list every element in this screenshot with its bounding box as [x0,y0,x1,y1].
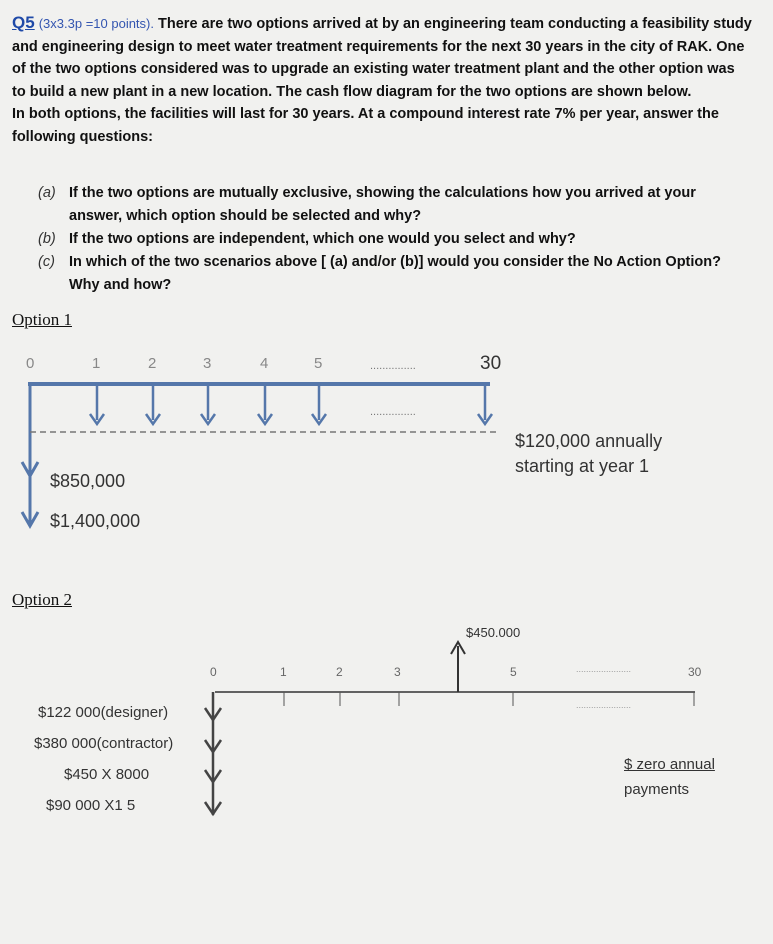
subquestion-text: If the two options are mutually exclusive, showing the calculations how you arrived at your answer, which option should be selected and why? [69,185,696,224]
subquestion-text: In which of the two scenarios above [ (a) and/or (b)] would you consider the No Action Option? Why and how? [69,254,721,293]
option1-year-0: 0 [26,355,35,372]
option2-ticks [284,692,694,706]
option1-annual-line2: starting at year 1 [515,456,650,476]
option2-cost-arrows [205,692,221,815]
subquestion-label: (c) [38,254,55,270]
option1-cost-850k: $850,000 [50,471,126,491]
option2-year-5: 5 [510,665,517,679]
question-points: (3x3.3p =10 points). [38,16,154,31]
option2-year-2: 2 [336,665,343,679]
subquestion-label: (b) [38,231,56,247]
option2-cost-land: $450 X 8000 [64,766,150,783]
option1-year-5: 5 [314,355,323,372]
option2-year-3: 3 [394,665,401,679]
option2-income: $450.000 [466,625,521,640]
option1-title: Option 1 [12,310,72,329]
option1-year-2: 2 [148,355,157,372]
option2-zero-line2: payments [624,781,690,798]
option2-dots: ...................... [576,664,632,674]
question-text-2: In both options, the facilities will last for 30 years. At a compound interest rate 7% per year, answer the following questions: [12,106,719,145]
option1-year-3: 3 [203,355,212,372]
option2-cost-contractor: $380 000(contractor) [34,735,174,752]
option1-dots: ............... [370,360,416,372]
option2-cost-other: $90 000 X1 5 [46,797,136,814]
option2-title: Option 2 [12,590,72,609]
option2-year-30: 30 [688,665,702,679]
question-number: Q5 [12,13,35,32]
option1-cost-1400k: $1,400,000 [50,511,141,531]
subquestion-text: If the two options are independent, which one would you select and why? [69,231,576,247]
option1-annual-line1: $120,000 annually [515,431,663,451]
option1-year-30: 30 [480,353,502,374]
question-text: There are two options arrived at by an engineering team conducting a feasibility study and engineering design to meet water treatment requirements for the next 30 years in the city of RAK. One of the two options considered was to upgrade an existing water treatment plant and the other option was to build a new plant in a new location. The cash flow diagram for the two options are shown below. [12,16,752,100]
subquestion-label: (a) [38,185,56,201]
option1-dots-lower: ............... [370,406,416,418]
option2-zero-line1: $ zero annual [624,756,715,773]
option1-year-4: 4 [260,355,269,372]
option2-year-0: 0 [210,665,217,679]
option1-year-1: 1 [92,355,101,372]
option2-year-1: 1 [280,665,287,679]
option2-dots-lower: ...................... [576,700,632,710]
option1-annual-arrows [90,384,492,424]
option2-cost-designer: $122 000(designer) [38,704,169,721]
